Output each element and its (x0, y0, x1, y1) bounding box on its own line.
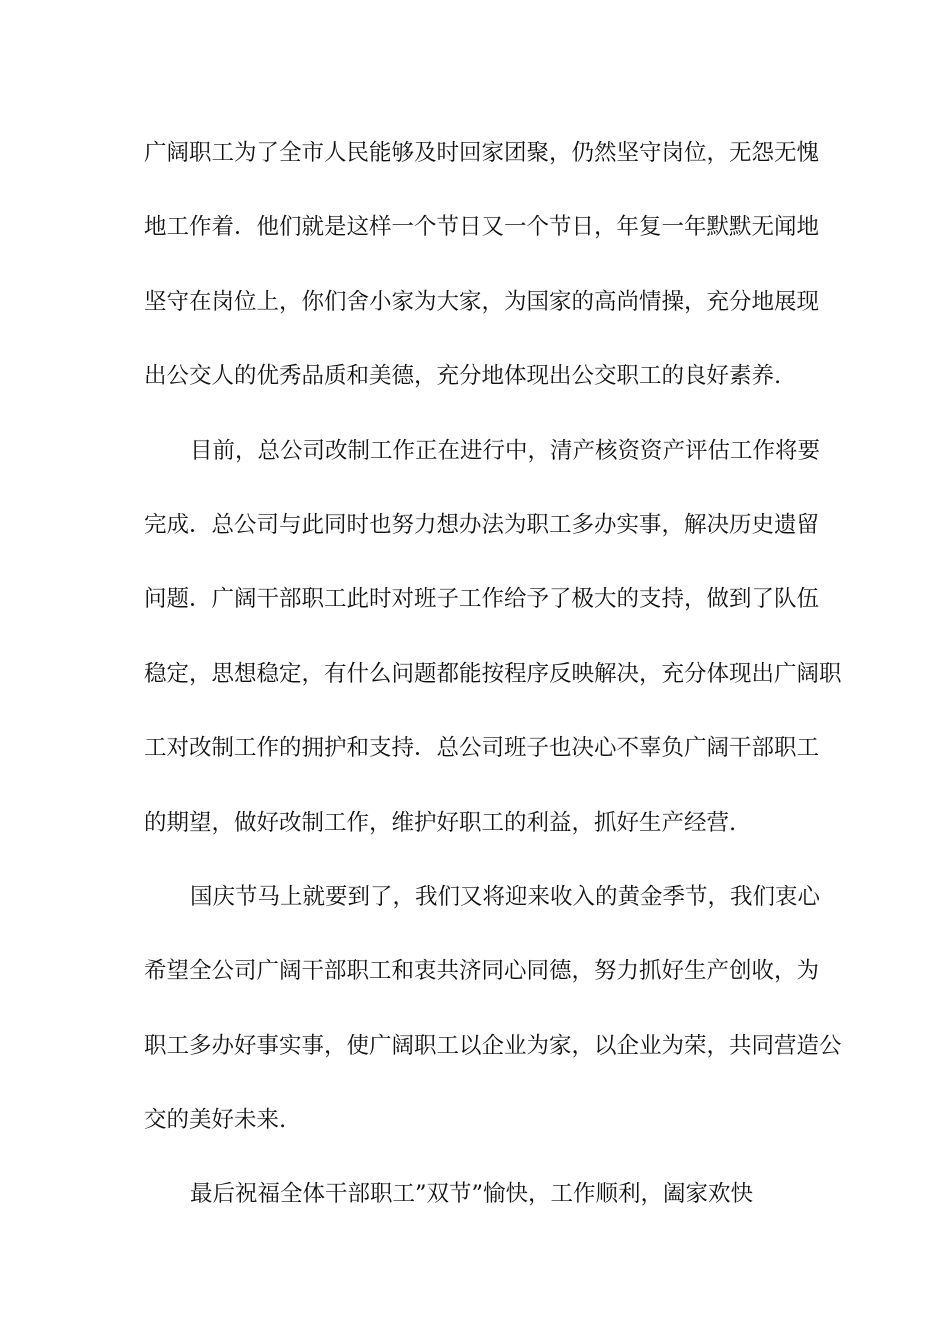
text-line: 国庆节马上就要到了，我们又将迎来收入的黄金季节，我们衷心 (190, 883, 821, 910)
text-line: 工对改制工作的拥护和支持．总公司班子也决心不辜负广阔干部职工 (144, 735, 820, 762)
text-line: 希望全公司广阔干部职工和衷共济同心同德，努力抓好生产创收，为 (144, 958, 820, 985)
paragraph-1 (144, 127, 820, 425)
text-line: 完成．总公司与此同时也努力想办法为职工多办实事，解决历史遗留 (144, 511, 820, 538)
text-line: 职工多办好事实事，使广阔职工以企业为家，以企业为荣，共同营造公 (144, 1032, 842, 1059)
text-line: 目前，总公司改制工作正在进行中，清产核资资产评估工作将要 (190, 437, 821, 464)
paragraph-2 (144, 425, 842, 871)
text-line: 稳定，思想稳定，有什么问题都能按程序反映解决，充分体现出广阔职 (144, 660, 842, 687)
text-line: 的期望，做好改制工作，维护好职工的利益，抓好生产经营. (144, 809, 737, 836)
text-line: 最后祝福全体干部职工”双节”愉快，工作顺利，阖家欢快 (190, 1181, 754, 1208)
text-line: 问题．广阔干部职工此时对班子工作给予了极大的支持，做到了队伍 (144, 586, 820, 613)
text-line: 坚守在岗位上，你们舍小家为大家，为国家的高尚情操，充分地展现 (144, 288, 820, 315)
text-line: 地工作着．他们就是这样一个节日又一个节日，年复一年默默无闻地 (144, 214, 820, 241)
paragraph-4 (144, 1168, 808, 1242)
document-body (144, 127, 842, 1243)
text-line: 出公交人的优秀品质和美德，充分地体现出公交职工的良好素养. (144, 363, 782, 390)
text-line: 广阔职工为了全市人民能够及时回家团聚，仍然坚守岗位，无怨无愧 (144, 140, 820, 166)
text-line: 交的美好未来. (144, 1107, 287, 1134)
paragraph-3 (144, 871, 842, 1169)
